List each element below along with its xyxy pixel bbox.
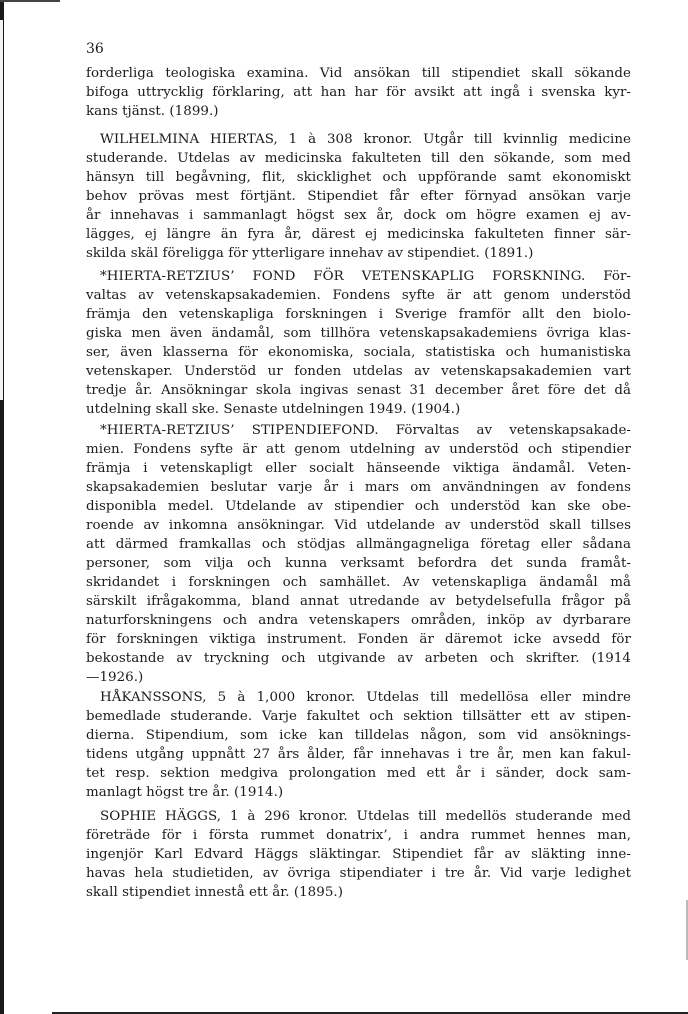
text-line: främja i vetenskapligt eller socialt hänseende viktiga ändamål. Veten- xyxy=(86,461,631,476)
text-line: forderliga teologiska examina. Vid ansökan till stipendiet skall sökande xyxy=(86,66,631,81)
text-line: skapsakademien beslutar varje år i mars om användningen av fondens xyxy=(86,480,631,495)
text-line: hänsyn till begåvning, flit, skicklighet och uppförande samt ekonomiskt xyxy=(86,170,631,185)
text-line: dierna. Stipendium, som icke kan tilldelas någon, som vid ansöknings- xyxy=(86,728,631,743)
paragraph-hierta-retzius-stipendiefond xyxy=(86,421,631,687)
text-line: särskilt ifrågakomma, bland annat utredande av betydelsefulla frågor på xyxy=(86,594,631,609)
text-line: bifoga uttrycklig förklaring, att han har för avsikt att ingå i svenska kyr- xyxy=(86,85,631,100)
text-line: företräde för i första rummet donatrix’, i andra rummet hennes man, xyxy=(86,828,631,843)
text-line: HÅKANSSONS, 5 à 1,000 kronor. Utdelas till medellösa eller mindre xyxy=(100,690,631,705)
text-line: giska men även ändamål, som tillhöra vetenskapsakademiens övriga klas- xyxy=(86,326,631,341)
text-line: bekostande av tryckning och utgivande av arbeten och skrifter. (1914 xyxy=(86,651,631,666)
text-line: främja den vetenskapliga forskningen i Sverige framför allt den biolo- xyxy=(86,307,631,322)
text-line: valtas av vetenskapsakademien. Fondens syfte är att genom understöd xyxy=(86,288,631,303)
text-line: ser, även klasserna för ekonomiska, sociala, statistiska och humanistiska xyxy=(86,345,631,360)
paragraph-hakanssons xyxy=(86,688,631,802)
text-line: naturforskningens och andra vetenskapers områden, inköp av dyrbarare xyxy=(86,613,631,628)
text-line: för forskningen viktiga instrument. Fonden är däremot icke avsedd för xyxy=(86,632,631,647)
text-line: —1926.) xyxy=(86,670,144,685)
text-line: ingenjör Karl Edvard Häggs släktingar. Stipendiet får av släkting inne- xyxy=(86,847,631,862)
text-line: skilda skäl föreligga för ytterligare innehav av stipendiet. (1891.) xyxy=(86,246,534,261)
text-line: tredje år. Ansökningar skola ingivas senast 31 december året före det då xyxy=(86,383,631,398)
text-line: WILHELMINA HIERTAS, 1 à 308 kronor. Utgår till kvinnlig medicine xyxy=(100,132,631,147)
paragraph-continuation xyxy=(86,64,631,121)
scan-border-top xyxy=(0,0,60,2)
text-line: kans tjänst. (1899.) xyxy=(86,104,219,119)
paragraph-sophie-haggs xyxy=(86,807,631,902)
text-line: bemedlade studerande. Varje fakultet och sektion tillsätter ett av stipen- xyxy=(86,709,631,724)
text-line: disponibla medel. Utdelande av stipendier och understöd kan ske obe- xyxy=(86,499,631,514)
text-line: *HIERTA-RETZIUS’ STIPENDIEFOND. Förvaltas av vetenskapsakade- xyxy=(100,423,631,438)
text-line: roende av inkomna ansökningar. Vid utdelande av understöd skall tillses xyxy=(86,518,631,533)
text-line: tidens utgång uppnått 27 års ålder, får innehavas i tre år, men kan fakul- xyxy=(86,747,631,762)
text-line: tet resp. sektion medgiva prolongation med ett år i sänder, dock sam- xyxy=(86,766,631,781)
text-line: vetenskaper. Understöd ur fonden utdelas av vetenskapsakademien vart xyxy=(86,364,631,379)
text-line: att därmed framkallas och stödjas allmängagneliga företag eller sådana xyxy=(86,537,631,552)
text-line: studerande. Utdelas av medicinska fakulteten till den sökande, som med xyxy=(86,151,631,166)
paragraph-hierta-retzius-fond xyxy=(86,267,631,419)
text-line: SOPHIE HÄGGS, 1 à 296 kronor. Utdelas till medellös studerande med xyxy=(100,809,631,824)
text-line: mien. Fondens syfte är att genom utdelning av understöd och stipendier xyxy=(86,442,631,457)
paragraph-wilhelmina-hiertas xyxy=(86,130,631,263)
text-line: år innehavas i sammanlagt högst sex år, dock om högre examen ej av- xyxy=(86,208,631,223)
page-number: 36 xyxy=(86,41,104,57)
text-line: skridandet i forskningen och samhället. Av vetenskapliga ändamål må xyxy=(86,575,631,590)
text-line: havas hela studietiden, av övriga stipendiater i tre år. Vid varje ledighet xyxy=(86,866,631,881)
text-line: personer, som vilja och kunna verksamt befordra det sunda framåt- xyxy=(86,556,631,571)
text-line: behov prövas mest förtjänt. Stipendiet får efter förnyad ansökan varje xyxy=(86,189,631,204)
text-line: utdelning skall ske. Senaste utdelningen 1949. (1904.) xyxy=(86,402,461,417)
text-line: lägges, ej längre än fyra år, därest ej medicinska fakulteten finner sär- xyxy=(86,227,631,242)
scan-border-gap xyxy=(0,20,3,400)
text-line: *HIERTA-RETZIUS’ FOND FÖR VETENSKAPLIG FORSKNING. För- xyxy=(100,269,631,284)
text-line: manlagt högst tre år. (1914.) xyxy=(86,785,284,800)
text-line: skall stipendiet innestå ett år. (1895.) xyxy=(86,885,343,900)
